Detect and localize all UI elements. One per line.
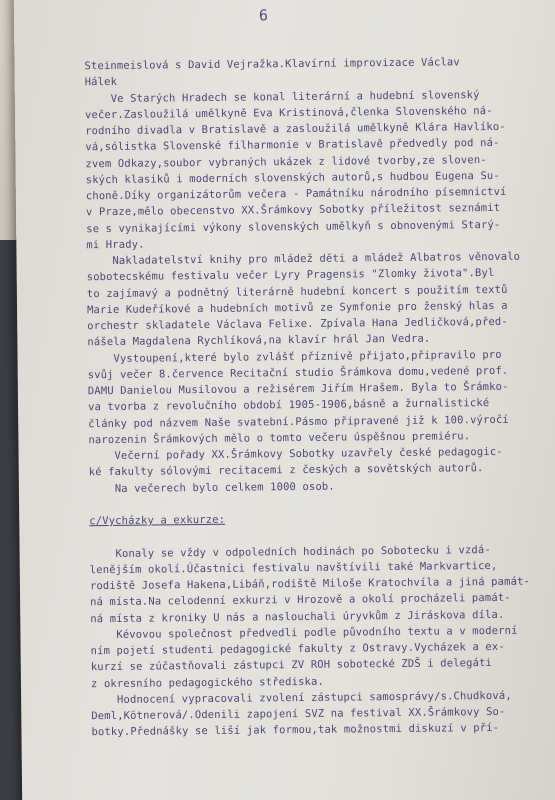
text-line: vá,sólistka Slovenské filharmonie v Bratislavě předvedly pod ná- xyxy=(85,137,500,154)
text-line: sobotecskému festivalu večer Lyry Pragensis "Zlomky života".Byl xyxy=(86,267,495,284)
page-number: 6 xyxy=(258,6,269,25)
text-line: lenějším okolí.Účastníci festivalu navštívili také Markvartice, xyxy=(89,559,498,576)
text-line: orchestr skladatele Václava Felixe. Zpívala Hana Jedličková,před- xyxy=(87,315,508,333)
text-line: ním pojetí studenti pedagogické fakulty z Ostravy.Vycházek a ex- xyxy=(90,640,505,658)
text-line: rodního divadla v Bratislavě a zasloužilá umělkyně Klára Havlíko- xyxy=(85,120,506,138)
text-line: Na večerech bylo celkem 1000 osob. xyxy=(88,480,335,495)
text-line: mi Hrady. xyxy=(86,238,145,251)
text-line: svůj večer 8.července Recitační studio Šrámkova domu,vedené prof. xyxy=(87,364,509,381)
typewritten-page xyxy=(14,0,555,800)
text-line: Vystoupení,které bylo zvlášť příznivě přijato,připravilo pro xyxy=(87,348,502,365)
text-line: ná místa z kroniky U nás a naslouchali úryvkům z Jiráskova díla. xyxy=(90,608,505,625)
text-line: zvem Odkazy,soubor vybraných ukázek z lidové tvorby,ze sloven- xyxy=(85,153,487,170)
text-line: Hodnocení vypracovali zvolení zástupci samosprávy/s.Chudková, xyxy=(91,689,512,706)
text-line: DAMU Danielou Musilovou a režisérem Jiřím Hrašem. Byla to Šrámko- xyxy=(87,380,509,398)
text-line: Steinmeislová s David Vejražka.Klavírní improvizace Václav xyxy=(84,56,460,73)
text-line: Kévovou společnost předvedli podle původního textu a v moderní xyxy=(90,624,518,641)
text-line: z okresního pedagogického střediska. xyxy=(90,675,324,690)
text-line: Večerní pořady XX.Šrámkovy Sobotky uzavřely české pedagogic- xyxy=(88,445,503,463)
text-line: kurzí se zúčastňovali zástupci ZV ROH sobotecké ZDŠ i delegáti xyxy=(90,657,493,674)
text-line: Deml,Kötnerová/.Odenili zapojení SVZ na festival XX.Šrámkovy So- xyxy=(91,705,506,723)
text-line: Konaly se vždy v odpoledních hodinách po Sobotecku i vzdá- xyxy=(89,543,491,560)
text-line: choně.Díky organizátorům večera - Památníku národního písemnictví xyxy=(85,185,507,203)
text-line: večer.Zasloužilá umělkyně Eva Kristinová,členka Slovenského ná- xyxy=(84,104,493,121)
text-line: to zajímavý a podnětný literárně hudební koncert s použitím textů xyxy=(86,283,508,300)
text-line: Hálek xyxy=(84,76,118,89)
text-line: Nakladatelství knihy pro mládež děti a mládež Albatros věnovalo xyxy=(86,250,521,268)
text-line: Marie Kudeříkové a hudebních motivů ze Symfonie pro ženský hlas a xyxy=(86,299,508,316)
text-line: ké fakulty sólovými recitacemi z českých a sovětských autorů. xyxy=(88,462,484,479)
text-line: ná místa.Na celodenní exkurzi v Hrozově a okolí procházeli památ- xyxy=(90,592,511,609)
text-line: va tvorba z revolučního období 1905-1906,básně a žurnalistické xyxy=(88,397,490,414)
document-body-text xyxy=(84,53,555,740)
text-line: nášela Magdalena Rychlíková,na klavír hrál Jan Vedra. xyxy=(87,332,431,349)
text-line: rodiště Josefa Hakena,Libáň,rodiště Miloše Kratochvíla a jiná památ- xyxy=(89,575,531,593)
text-line: v Praze,mělo obecenstvo XX.Šrámkovy Sobotky příležitost seznámit xyxy=(85,202,501,219)
text-line: články pod názvem Naše svatební.Pásmo připravené již k 100.výročí xyxy=(88,413,509,430)
text-line: narozenin Šrámkových mělo o tomto večeru úspěšnou premiéru. xyxy=(88,429,471,446)
text-line: Ve Starých Hradech se konal literární a hudební slovenský xyxy=(84,88,480,105)
text-line: c/Vycházky a exkurze: xyxy=(89,513,226,528)
text-line: botky.Přednášky se liší jak formou,tak možnostmi diskuzí v pří- xyxy=(91,722,500,739)
text-line: se s vynikajícími výkony slovenských umělkyň s obnovenými Starý- xyxy=(86,218,501,235)
text-line: ských klasiků i moderních slovenských autorů,s hudbou Eugena Su- xyxy=(85,169,500,186)
